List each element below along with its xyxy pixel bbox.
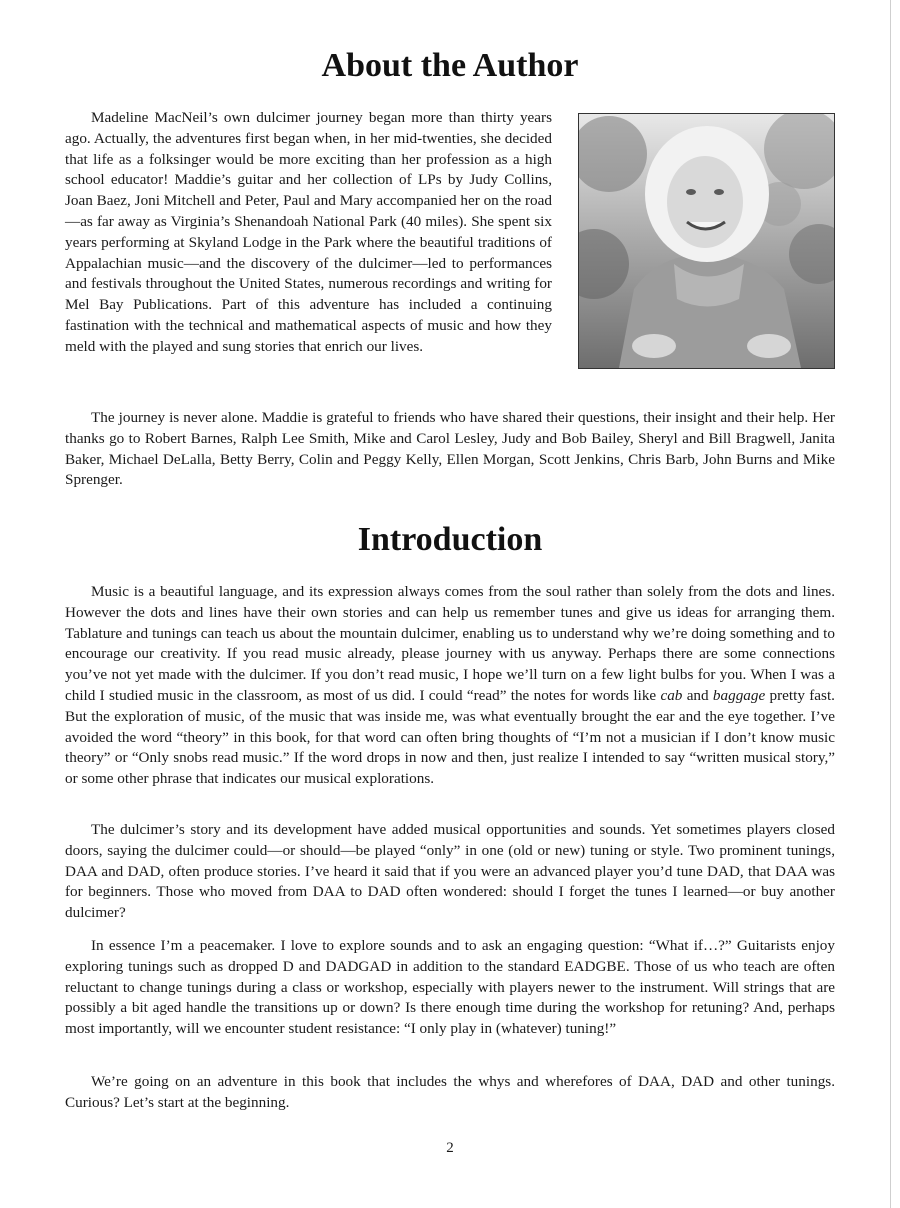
author-thanks-paragraph: The journey is never alone. Maddie is grateful to friends who have shared their questions, their insight and their help. Her thanks go to Robert Barnes, Ralph Lee Smith, Mike and Carol Lesley, Judy and Bob Bailey, Sheryl and Bill Bragwell, Janita Baker, Michael DeLalla, Betty Berry, Colin and Peggy Kelly, Ellen Morgan, Scott Jenkins, Chris Barb, John Burns and Mike Sprenger. [65,409,835,489]
intro-paragraph-1 [65,582,835,790]
about-author-heading: About the Author [321,47,579,84]
intro-paragraph-1-part-b: and [682,686,713,704]
intro-paragraph-3: In essence I’m a peacemaker. I love to explore sounds and to ask an engaging question: “What if…?” Guitarists enjoy exploring tunings such as dropped D and DADGAD in addition to the standard EADGBE. Those of us who teach are often reluctant to change tunings during a class or workshop, especially with players newer to the instrument. Will strings that are possibly a bit aged handle the transitions up or down? Is there enough time during the workshop for retuning? And, perhaps most importantly, will we encounter student resistance: “I only play in (whatever) tuning!” [65,937,835,1038]
intro-paragraph-1-part-a: Music is a beautiful language, and its expression always comes from the soul rather than solely from the dots and lines. However the dots and lines have their own stories and can help us remember tunes and give us ideas for arranging them. Tablature and tunings can teach us about the mountain dulcimer, enabling us to understand why we’re doing something and to encourage our creativity. If you read music already, please journey with us anyway. Perhaps there are some connections you’ve not yet made with the dulcimer. If you don’t read music, I hope we’ll turn on a few light bulbs for you. When I was a child I studied music in the classroom, as most of us did. I could “read” the notes for words like [65,583,835,704]
author-bio-paragraph: Madeline MacNeil’s own dulcimer journey began more than thirty years ago. Actually, the adventures first began when, in her mid-twenties, she decided that life as a folksinger would be more exciting than her profession as a high school educator! Maddie’s guitar and her collection of LPs by Judy Collins, Joan Baez, Joni Mitchell and Peter, Paul and Mary accompanied her on the road—as far away as Virginia’s Shenandoah National Park (40 miles). She spent six years performing at Skyland Lodge in the Park where the beautiful traditions of Appalachian music—and the discovery of the dulcimer—led to performances and festivals throughout the United States, numerous recordings and writing for Mel Bay Publications. Part of this adventure has included a continuing fastination with the technical and mathematical aspects of music and how they meld with the played and sung stories that enrich our lives. [65,109,552,355]
author-photo [578,113,835,369]
intro-italic-baggage: baggage [712,686,766,704]
intro-paragraph-4: We’re going on an adventure in this book that includes the whys and wherefores of DAA, DAD and other tunings. Curious? Let’s start at the beginning. [65,1073,835,1111]
page-edge-rule [890,0,891,1208]
introduction-heading: Introduction [357,521,543,558]
intro-paragraph-2: The dulcimer’s story and its development have added musical opportunities and sounds. Yet sometimes players closed doors, saying the dulcimer could—or should—be played “only” in one (old or new) tuning or style. Two prominent tunings, DAA and DAD, often produce stories. I’ve heard it said that if you were an advanced player you’d tune DAD, that DAA was for beginners. Those who moved from DAA to DAD often wondered: should I forget the tunes I learned—or buy another dulcimer? [65,821,835,922]
intro-paragraph-1-part-c: pretty fast. But the exploration of music, of the music that was inside me, was what eventually brought the ear and the eye together. I’ve avoided the word “theory” in this book, for that word can often bring thoughts of “I’m not a musician if I don’t know music theory” or “Only snobs read music.” If the word drops in now and then, just realize I intended to say “written musical story,” or some other phrase that indicates our musical explorations. [65,686,835,788]
page-number: 2 [446,1140,454,1156]
intro-italic-cab: cab [660,686,683,704]
